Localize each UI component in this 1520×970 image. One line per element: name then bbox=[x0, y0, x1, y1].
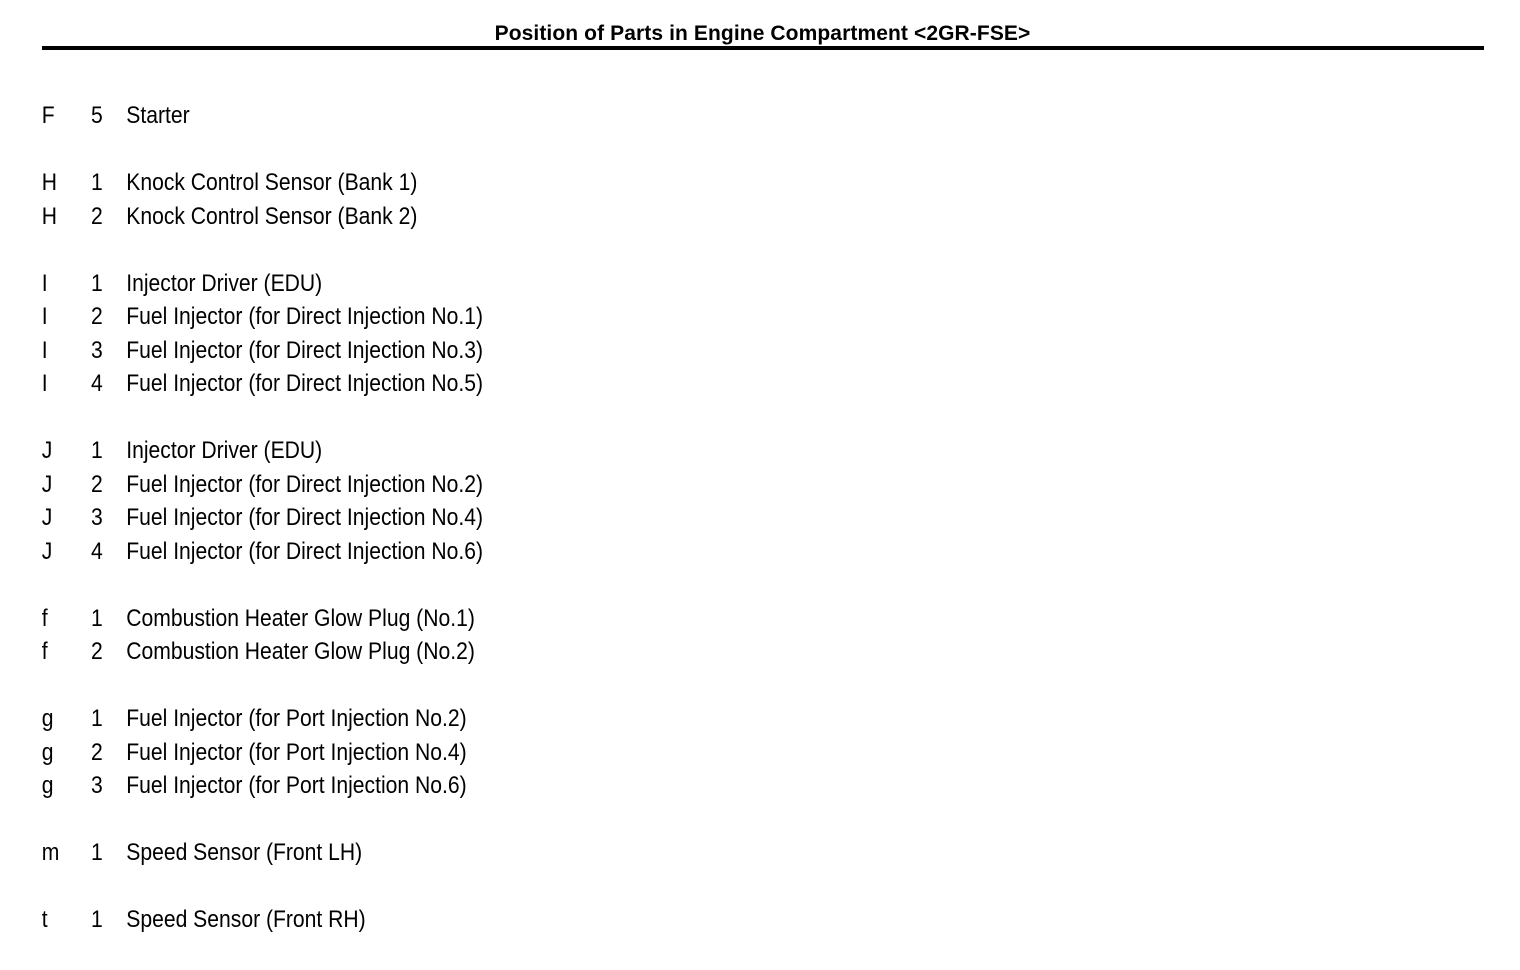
connector-number: 2 bbox=[91, 738, 103, 766]
part-name: Combustion Heater Glow Plug (No.2) bbox=[126, 638, 475, 665]
connector-letter: I bbox=[41, 269, 48, 297]
connector-letter: H bbox=[41, 202, 58, 230]
part-row bbox=[40, 836, 483, 870]
part-row bbox=[40, 166, 483, 200]
part-row bbox=[40, 903, 483, 937]
part-row bbox=[40, 434, 483, 468]
part-group bbox=[40, 702, 543, 803]
connector-number: 1 bbox=[91, 169, 103, 196]
part-group bbox=[40, 903, 543, 937]
connector-number: 1 bbox=[91, 269, 103, 297]
part-group bbox=[40, 267, 543, 401]
part-row bbox=[40, 736, 483, 770]
connector-letter: I bbox=[41, 303, 48, 330]
connector-number: 1 bbox=[91, 705, 103, 732]
part-name: Fuel Injector (for Port Injection No.6) bbox=[126, 772, 467, 799]
part-name: Speed Sensor (Front LH) bbox=[126, 839, 363, 866]
connector-letter: g bbox=[41, 705, 54, 732]
part-name: Knock Control Sensor (Bank 2) bbox=[126, 202, 418, 230]
connector-letter: F bbox=[41, 102, 55, 129]
part-row bbox=[40, 468, 483, 502]
part-row bbox=[40, 635, 483, 669]
connector-number: 1 bbox=[91, 437, 103, 464]
part-row bbox=[40, 300, 483, 334]
part-group bbox=[40, 99, 543, 133]
connector-letter: H bbox=[41, 169, 58, 196]
part-name: Knock Control Sensor (Bank 1) bbox=[126, 169, 418, 196]
part-row bbox=[40, 769, 483, 803]
part-group bbox=[40, 166, 543, 233]
connector-letter: J bbox=[41, 537, 53, 565]
part-name: Fuel Injector (for Direct Injection No.4) bbox=[126, 504, 484, 531]
part-row bbox=[40, 99, 483, 133]
part-name: Fuel Injector (for Direct Injection No.3) bbox=[126, 336, 484, 364]
connector-number: 1 bbox=[91, 839, 103, 866]
connector-letter: J bbox=[41, 504, 53, 531]
part-name: Starter bbox=[126, 102, 190, 129]
connector-number: 4 bbox=[91, 370, 103, 397]
part-row bbox=[40, 501, 483, 535]
connector-number: 3 bbox=[91, 772, 103, 799]
part-row bbox=[40, 200, 483, 234]
part-group bbox=[40, 434, 543, 568]
connector-letter: t bbox=[41, 906, 48, 933]
part-name: Fuel Injector (for Direct Injection No.6) bbox=[126, 537, 484, 565]
part-group bbox=[40, 602, 543, 669]
part-row bbox=[40, 267, 483, 301]
part-row bbox=[40, 367, 483, 401]
connector-letter: J bbox=[41, 470, 53, 498]
connector-letter: m bbox=[41, 839, 60, 866]
part-row bbox=[40, 602, 483, 636]
connector-number: 2 bbox=[91, 202, 103, 230]
connector-number: 2 bbox=[91, 470, 103, 498]
connector-number: 2 bbox=[91, 303, 103, 330]
part-row bbox=[40, 334, 483, 368]
part-name: Speed Sensor (Front RH) bbox=[126, 906, 366, 933]
part-name: Fuel Injector (for Port Injection No.2) bbox=[126, 705, 467, 732]
title-divider bbox=[42, 46, 1484, 50]
parts-list bbox=[40, 99, 543, 970]
part-name: Fuel Injector (for Direct Injection No.2) bbox=[126, 470, 484, 498]
connector-letter: f bbox=[41, 604, 48, 632]
connector-letter: g bbox=[41, 738, 54, 766]
part-row bbox=[40, 702, 483, 736]
connector-number: 1 bbox=[91, 906, 103, 933]
connector-number: 3 bbox=[91, 504, 103, 531]
connector-number: 4 bbox=[91, 537, 103, 565]
part-name: Fuel Injector (for Direct Injection No.5) bbox=[126, 370, 484, 397]
connector-letter: I bbox=[41, 370, 48, 397]
connector-number: 3 bbox=[91, 336, 103, 364]
part-name: Combustion Heater Glow Plug (No.1) bbox=[126, 604, 475, 632]
connector-number: 2 bbox=[91, 638, 103, 665]
part-name: Fuel Injector (for Port Injection No.4) bbox=[126, 738, 467, 766]
connector-letter: J bbox=[41, 437, 53, 464]
part-name: Injector Driver (EDU) bbox=[126, 437, 323, 464]
part-group bbox=[40, 836, 543, 870]
part-name: Injector Driver (EDU) bbox=[126, 269, 323, 297]
connector-letter: g bbox=[41, 772, 54, 799]
connector-number: 5 bbox=[91, 102, 103, 129]
part-row bbox=[40, 535, 483, 569]
part-name: Fuel Injector (for Direct Injection No.1) bbox=[126, 303, 484, 330]
connector-letter: I bbox=[41, 336, 48, 364]
connector-number: 1 bbox=[91, 604, 103, 632]
page-title: Position of Parts in Engine Compartment <2GR-FSE> bbox=[494, 22, 1031, 45]
connector-letter: f bbox=[41, 638, 48, 665]
